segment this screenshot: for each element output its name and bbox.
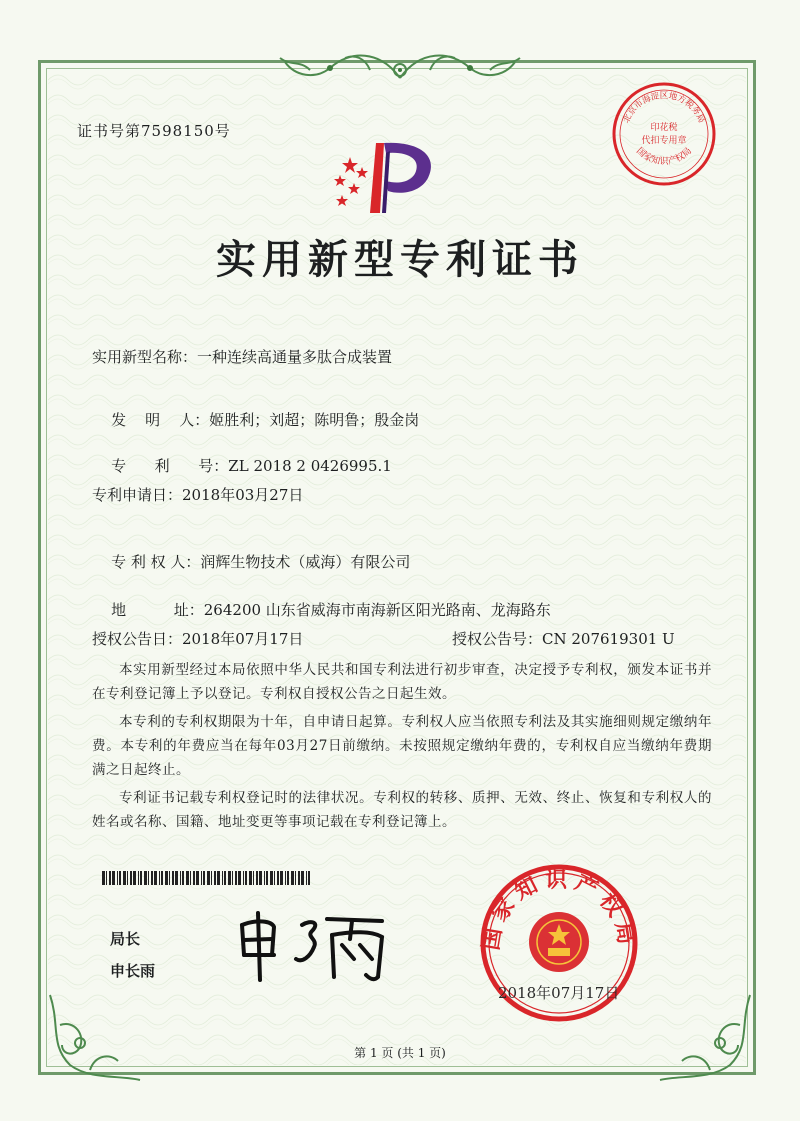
stamp-duty-seal-icon <box>610 80 718 188</box>
field-label: 授权公告日： <box>92 630 183 648</box>
field-value: 一种连续高通量多肽合成装置 <box>197 348 393 366</box>
field-value: CN 207619301 U <box>542 630 675 648</box>
seal-date: 2018年07月17日 <box>498 984 620 1002</box>
grant-date-row <box>92 628 303 649</box>
field-label: 地 址： <box>111 601 204 619</box>
page-footer: 第 1 页 (共 1 页) <box>354 1046 446 1060</box>
seal-ring-text: 北京市海淀区地方税务局 <box>621 91 707 125</box>
field-label: 专 利 号： <box>111 457 229 475</box>
filing-date-row <box>92 484 303 505</box>
paragraph-2: 本专利的专利权期限为十年，自申请日起算。专利权人应当依照专利法及其实施细则规定缴纳年费。本专利的年费应当在每年03月27日前缴纳。未按照规定缴纳年费的，专利权自应当缴纳年费期满之日起终止。 <box>92 714 712 778</box>
field-label: 专 利 权 人： <box>111 553 201 571</box>
field-value: 姬胜利；刘超；陈明鲁；殷金岗 <box>209 411 420 429</box>
field-label: 发 明 人： <box>111 411 210 429</box>
seal-center-line-2: 代扣专用章 <box>641 136 687 146</box>
certificate-number: 证书号第7598150号 <box>77 122 231 140</box>
seal-text: 国家知识产权局 <box>478 868 640 953</box>
field-value: 2018年03月27日 <box>182 486 304 504</box>
bottom-right-ornament <box>650 985 760 1085</box>
field-label: 授权公告号： <box>452 630 543 648</box>
paragraph-3: 专利证书记载专利权登记时的法律状况。专利权的转移、质押、无效、终止、恢复和专利权人的姓名或名称、国籍、地址变更等事项记载在专利登记簿上。 <box>92 790 712 830</box>
field-value: 264200 山东省威海市南海新区阳光路南、龙海路东 <box>203 601 551 619</box>
field-value: 润辉生物技术（威海）有限公司 <box>200 553 411 571</box>
barcode <box>102 871 312 885</box>
field-label: 实用新型名称： <box>92 348 198 366</box>
handwritten-signature <box>232 905 422 985</box>
cnipa-logo-icon <box>328 123 448 218</box>
certificate-title: 实用新型专利证书 <box>216 237 584 283</box>
paragraph-1: 本实用新型经过本局依照中华人民共和国专利法进行初步审查，决定授予专利权，颁发本证书并在专利登记簿上予以登记。专利权自授权公告之日起生效。 <box>92 662 712 702</box>
field-value: ZL 2018 2 0426995.1 <box>228 457 392 475</box>
field-label: 专利申请日： <box>92 486 183 504</box>
field-value: 2018年07月17日 <box>182 630 304 648</box>
svg-text:国家知识产权局 <box>634 145 694 167</box>
utility-model-name-row <box>92 346 392 367</box>
signature-title: 局长 <box>110 930 141 948</box>
seal-bottom-text: 国家知识产权局 <box>634 146 694 168</box>
signatory-name: 申长雨 <box>110 962 156 980</box>
seal-center-line-1: 印花税 <box>650 123 678 133</box>
top-ornament <box>270 40 530 90</box>
bottom-left-ornament <box>40 985 150 1085</box>
grant-number-row <box>452 628 675 649</box>
